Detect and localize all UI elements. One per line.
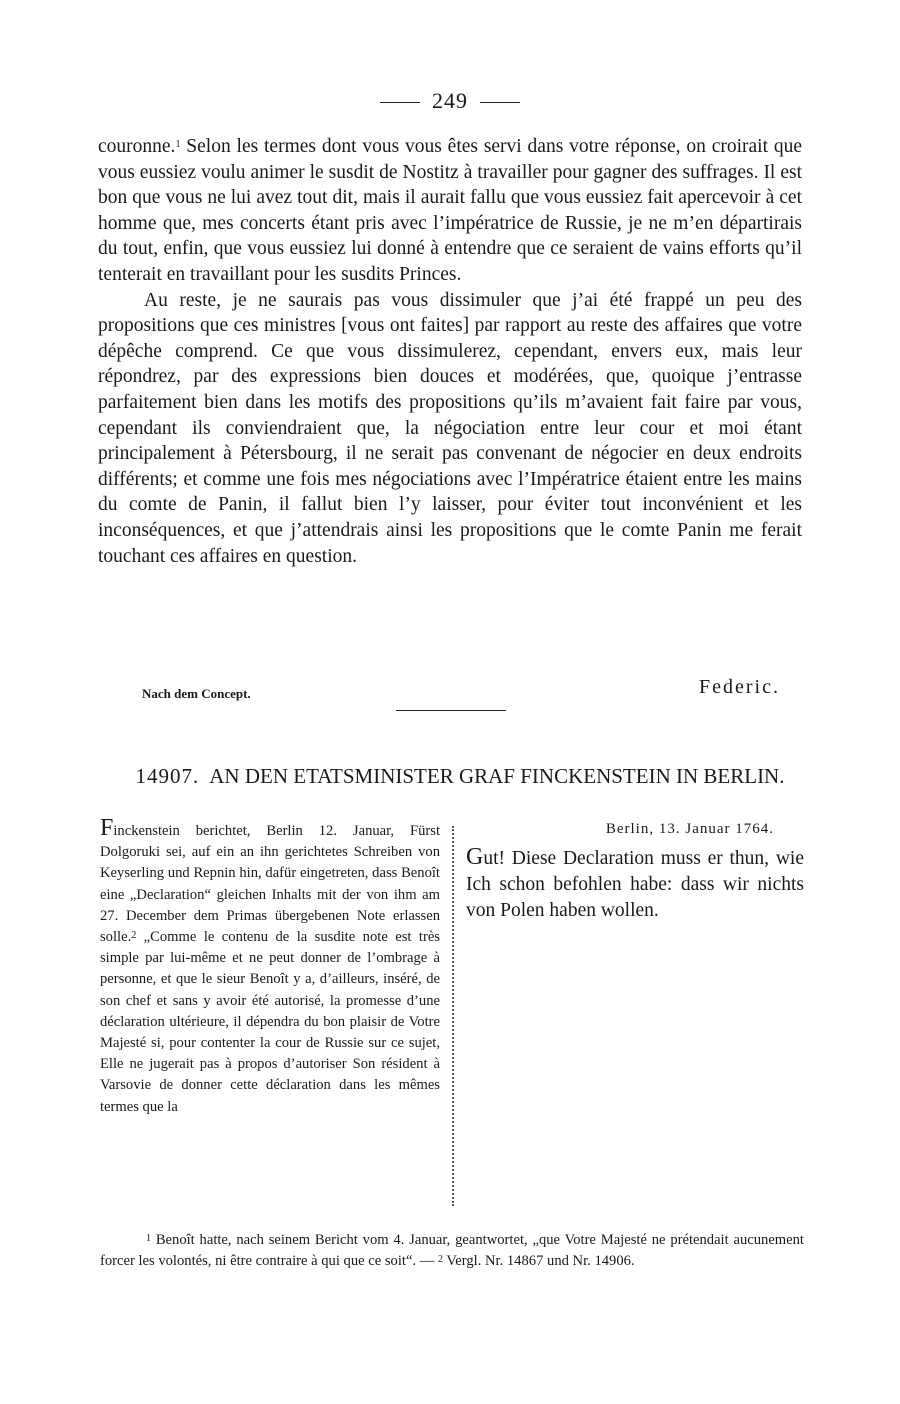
letter-heading <box>120 764 800 789</box>
paragraph-1-rest: Selon les termes dont vous vous êtes servi dans votre réponse, on croirait que vous eussiez voulu animer le susdit de Nostitz à travailler pour gagner des suffrages. Il est bon que vous ne lui avez tout dit, mais il aurait fallu que vous eussiez fait apercevoir à cet homme que, mes concerts étant pris avec l’impératrice de Russie, je ne m’en départirais du tout, enfin, que vous eussiez lui donné à entendre que ce seraient de vains efforts qu’il tenterait en travaillant pour les susdits Princes. <box>98 136 802 285</box>
letter-reply <box>466 818 804 924</box>
column-separator <box>452 826 454 1206</box>
footnote-ref-2: 2 <box>131 930 137 942</box>
reply-text-block <box>466 844 804 924</box>
page-number-value: 249 <box>432 88 468 113</box>
paragraph-1 <box>98 134 802 288</box>
dateline: Berlin, 13. Januar 1764. <box>605 821 774 837</box>
reply-initial: G <box>466 844 484 870</box>
summary-quote: „Comme le contenu de la susdite note est très simple par lui-même et ne peut donner de l’ombrage à personne, et que le sieur Benoît y a, d’ailleurs, inséré, de son chef et sans y avoir été autorisé, la promesse d’une déclaration ultérieure, il dépendra du bon plaisir de Votre Majesté si, pour contenter la cour de Russie sur ce sujet, Elle ne jugerait pas à propos d’autoriser Son résident à Varsovie de donner cette déclaration dans les mêmes termes que la <box>100 929 440 1115</box>
letter-number: 14907. <box>135 764 200 788</box>
summary-text: inckenstein berichtet, Berlin 12. Januar, Fürst Dolgoruki sei, auf ein an ihn gerichtetes Schreiben von Keyserling und Repnin hin, dafür eingetreten, dass Benoît eine „Declaration“ gleichen Inhalts mit der von ihm am 27. December dem Primas übergebenen Note erlassen solle. <box>100 823 440 946</box>
footnotes <box>100 1230 804 1272</box>
footnote-2-text: Vergl. Nr. 14867 und Nr. 14906. <box>442 1253 635 1269</box>
page-number-dash-right <box>480 102 520 103</box>
footnote-2-marker: 2 <box>437 1254 443 1265</box>
letter-summary <box>100 815 440 1118</box>
letter-title: AN DEN ETATSMINISTER GRAF FINCKENSTEIN IN BERLIN. <box>209 764 785 788</box>
page-number-dash-left <box>380 102 420 103</box>
footnote-line <box>100 1230 804 1272</box>
summary-initial: F <box>100 815 114 841</box>
signature: Federic. <box>699 676 780 698</box>
page-number <box>0 88 900 114</box>
footnote-1-text: Benoît hatte, nach seinem Bericht vom 4. Januar, geantwortet, „que Votre Majesté ne prétendait aucunement forcer les volontés, ni être contraire à qui que ce soit“. — <box>100 1232 804 1269</box>
paragraph-2: Au reste, je ne saurais pas vous dissimuler que j’ai été frappé un peu des propositions que ces ministres [vous ont faites] par rapport au reste des affaires que votre dépêche comprend. Ce que vous dissimulerez, cependant, envers eux, mais leur répondrez, par des expressions bien douces et modérées, que, quoique j’entrasse parfaitement bien dans les motifs des propositions qu’ils m’avaient fait faire par vous, cependant ils conviendraient que, la négociation entre leur cour et moi étant principalement à Pétersbourg, il ne serait pas convenant de négocier en deux endroits différents; et comme une fois mes négociations avec l’Impératrice étaient entre les mains du comte de Panin, il fallut bien l’y laisser, pour éviter tout inconvénient et les inconséquences, et que j’attendrais ainsi les propositions que le comte Panin me ferait touchant ces affaires en question. <box>98 289 802 567</box>
main-text <box>98 134 802 569</box>
footnote-1-marker: 1 <box>146 1233 151 1244</box>
reply-text: ut! Diese Declaration muss er thun, wie Ich schon befohlen habe: dass wir nichts von Polen haben wollen. <box>466 848 804 921</box>
paragraph-1-start: couronne. <box>98 136 176 157</box>
footnote-ref-1: 1 <box>175 139 181 150</box>
section-divider <box>396 710 506 711</box>
source-note: Nach dem Concept. <box>142 686 251 701</box>
